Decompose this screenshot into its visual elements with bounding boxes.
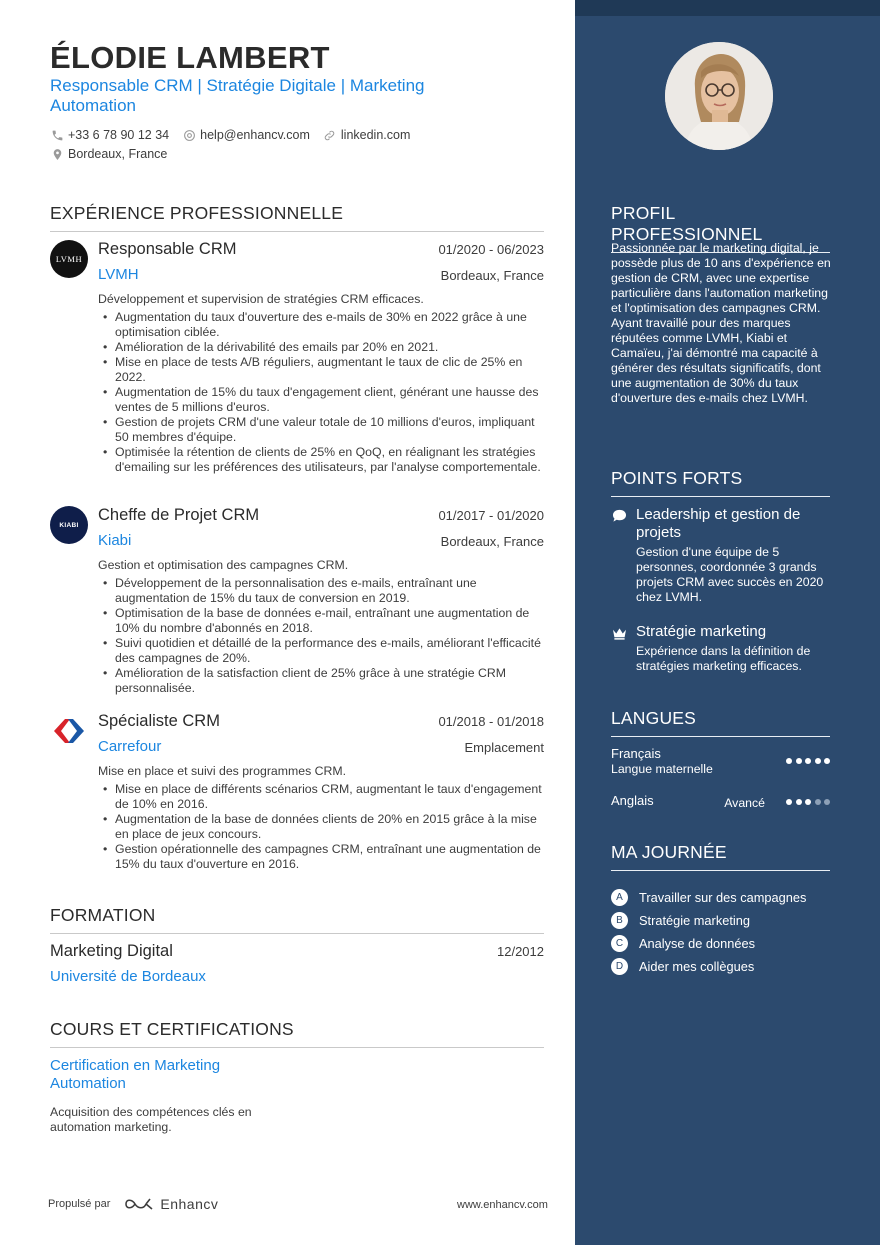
job-body <box>98 292 544 475</box>
job-bullet: • Augmentation du taux d'ouverture des e-mails de 30% en 2022 grâce à une optimisation ciblée. <box>98 310 544 340</box>
level-dot-filled <box>824 758 830 764</box>
strength-item-marketing <box>611 623 833 674</box>
job-bullets <box>98 782 544 872</box>
lvmh-logo-text: LVMH <box>55 254 83 264</box>
level-dot-empty <box>815 799 821 805</box>
strength-description: Expérience dans la définition de stratégies marketing efficaces. <box>636 644 811 673</box>
phone-contact <box>50 128 169 142</box>
job-dates: 01/2017 - 01/2020 <box>438 508 544 523</box>
language-level-dots <box>783 758 831 764</box>
job-summary: Développement et supervision de stratégies CRM efficaces. <box>98 292 424 306</box>
day-item <box>611 889 806 906</box>
location-contact <box>50 147 167 161</box>
job-summary: Gestion et optimisation des campagnes CRM. <box>98 558 349 572</box>
contact-row-1 <box>50 128 423 142</box>
level-dot-empty <box>824 799 830 805</box>
languages-section-title: LANGUES <box>611 708 830 737</box>
experience-section-title: EXPÉRIENCE PROFESSIONNELLE <box>50 203 544 232</box>
job-bullet: • Amélioration de la satisfaction client de 25% grâce à une stratégie CRM personnalisée. <box>98 666 544 696</box>
enhancv-logo-icon <box>124 1196 154 1212</box>
education-degree: Marketing Digital <box>50 942 173 960</box>
footer-powered-by <box>48 1196 218 1212</box>
at-icon <box>182 128 196 142</box>
job-bullet: • Suivi quotidien et détaillé de la performance des e-mails, améliorant l'efficacité des campagnes de 20%. <box>98 636 544 666</box>
job-dates: 01/2018 - 01/2018 <box>438 714 544 729</box>
job-location: Emplacement <box>464 740 544 755</box>
enhancv-brand[interactable] <box>124 1196 218 1212</box>
job-bullet: • Optimisée la rétention de clients de 25% en QoQ, en réalignant les stratégies d'emailing sur les préférences des utilisateurs, par l'analyse comportementale. <box>98 445 544 475</box>
day-item <box>611 958 754 975</box>
job-body <box>98 764 544 872</box>
job-bullets <box>98 576 544 696</box>
job-title: Responsable CRM <box>98 240 237 258</box>
job-company: Carrefour <box>98 738 162 755</box>
kiabi-logo <box>50 506 88 544</box>
phone-text: +33 6 78 90 12 34 <box>68 128 170 142</box>
candidate-tagline: Responsable CRM | Stratégie Digitale | Marketing Automation <box>50 76 425 115</box>
phone-icon <box>50 128 64 142</box>
day-item <box>611 912 750 929</box>
certification-entry <box>50 1057 280 1135</box>
language-item-french <box>611 746 830 776</box>
job-bullet: • Augmentation de la base de données clients de 20% en 2015 grâce à la mise en place de jeux concours. <box>98 812 544 842</box>
day-badge: D <box>611 958 628 975</box>
job-location: Bordeaux, France <box>440 534 544 549</box>
email-contact[interactable] <box>182 128 310 142</box>
job-bullet: • Gestion de projets CRM d'une valeur totale de 10 millions d'euros, impliquant 50 membres d'équipe. <box>98 415 544 445</box>
job-bullets <box>98 310 544 475</box>
day-label: Travailler sur des campagnes <box>639 890 807 905</box>
contact-row-2 <box>50 147 180 161</box>
job-bullet: • Augmentation de 15% du taux d'engagement client, générant une hausse des ventes de 5 millions d'euros. <box>98 385 544 415</box>
strength-item-leadership <box>611 506 833 605</box>
link-icon <box>323 128 337 142</box>
strengths-section-title: POINTS FORTS <box>611 468 830 497</box>
job-bullet: • Mise en place de tests A/B réguliers, augmentant le taux de clic de 25% en 2022. <box>98 355 544 385</box>
language-level-dots <box>783 799 831 805</box>
education-entry <box>50 942 544 985</box>
certifications-section-title: COURS ET CERTIFICATIONS <box>50 1019 544 1048</box>
speech-bubble-icon <box>611 508 627 524</box>
day-label: Aider mes collègues <box>639 959 755 974</box>
language-name: Français <box>611 746 661 761</box>
day-section-title: MA JOURNÉE <box>611 842 830 871</box>
job-bullet: • Optimisation de la base de données e-mail, entraînant une augmentation de 10% du nombre d'abonnés en 2018. <box>98 606 544 636</box>
email-text[interactable]: help@enhancv.com <box>200 128 310 142</box>
day-item <box>611 935 755 952</box>
kiabi-logo-text: KIABI <box>59 521 79 529</box>
job-title: Cheffe de Projet CRM <box>98 506 260 524</box>
enhancv-brand-text: Enhancv <box>160 1196 219 1212</box>
lvmh-logo <box>50 240 88 278</box>
powered-by-text: Propulsé par <box>48 1198 111 1210</box>
day-label: Analyse de données <box>639 936 755 951</box>
level-dot-filled <box>796 758 802 764</box>
language-item-english <box>611 793 830 808</box>
footer-website[interactable]: www.enhancv.com <box>457 1199 548 1211</box>
education-school: Université de Bordeaux <box>50 968 206 985</box>
day-badge: B <box>611 912 628 929</box>
job-bullet: • Mise en place de différents scénarios CRM, augmentant le taux d'engagement de 10% en 2016. <box>98 782 544 812</box>
linkedin-contact[interactable] <box>323 128 410 142</box>
location-pin-icon <box>50 147 64 161</box>
candidate-name: ÉLODIE LAMBERT <box>50 40 330 75</box>
crown-icon <box>611 625 627 641</box>
job-bullet: • Développement de la personnalisation des e-mails, entraînant une augmentation de 15% du taux de conversion en 2019. <box>98 576 544 606</box>
level-dot-filled <box>805 799 811 805</box>
job-bullet: • Amélioration de la dérivabilité des emails par 20% en 2021. <box>98 340 544 355</box>
job-title: Spécialiste CRM <box>98 712 220 730</box>
job-company: Kiabi <box>98 532 132 549</box>
strength-title: Stratégie marketing <box>636 623 767 640</box>
job-summary: Mise en place et suivi des programmes CRM. <box>98 764 347 778</box>
job-location: Bordeaux, France <box>440 268 544 283</box>
education-section-title: FORMATION <box>50 905 544 934</box>
sidebar-top-bar <box>575 0 880 16</box>
profile-section-title: PROFIL PROFESSIONNEL <box>611 203 830 253</box>
profile-text: Passionnée par le marketing digital, je possède plus de 10 ans d'expérience en gestion de CRM, avec une expertise particulière dans l'automation marketing et l'optimisation des campagnes CRM. Ayant travaillé pour des marques réputées comme LVMH, Kiabi et Camaïeu, j'ai démontré ma capacité à générer des résultats significatifs, dont une augmentation de 30% du taux d'ouverture des e-mails chez LVMH. <box>611 241 831 405</box>
carrefour-logo <box>50 712 88 750</box>
level-dot-filled <box>805 758 811 764</box>
certification-description: Acquisition des compétences clés en automation marketing. <box>50 1105 252 1134</box>
day-label: Stratégie marketing <box>639 913 750 928</box>
profile-photo <box>665 42 773 150</box>
job-body <box>98 558 544 696</box>
strength-title: Leadership et gestion de projets <box>636 506 801 541</box>
job-dates: 01/2020 - 06/2023 <box>438 242 544 257</box>
strength-description: Gestion d'une équipe de 5 personnes, coordonnée 3 grands projets CRM avec succès en 2020 chez LVMH. <box>636 545 824 604</box>
education-date: 12/2012 <box>497 944 544 959</box>
language-level: Avancé <box>724 796 765 810</box>
job-bullet: • Gestion opérationnelle des campagnes CRM, entraînant une augmentation de 15% du taux d'ouverture en 2016. <box>98 842 544 872</box>
level-dot-filled <box>786 758 792 764</box>
level-dot-filled <box>815 758 821 764</box>
level-dot-filled <box>786 799 792 805</box>
language-level: Langue maternelle <box>611 762 713 776</box>
level-dot-filled <box>796 799 802 805</box>
day-badge: C <box>611 935 628 952</box>
day-badge: A <box>611 889 628 906</box>
location-text: Bordeaux, France <box>68 147 168 161</box>
certification-name: Certification en Marketing Automation <box>50 1057 221 1092</box>
language-name: Anglais <box>611 793 654 808</box>
linkedin-text[interactable]: linkedin.com <box>340 128 411 142</box>
job-company: LVMH <box>98 266 139 283</box>
sidebar <box>575 0 880 1245</box>
